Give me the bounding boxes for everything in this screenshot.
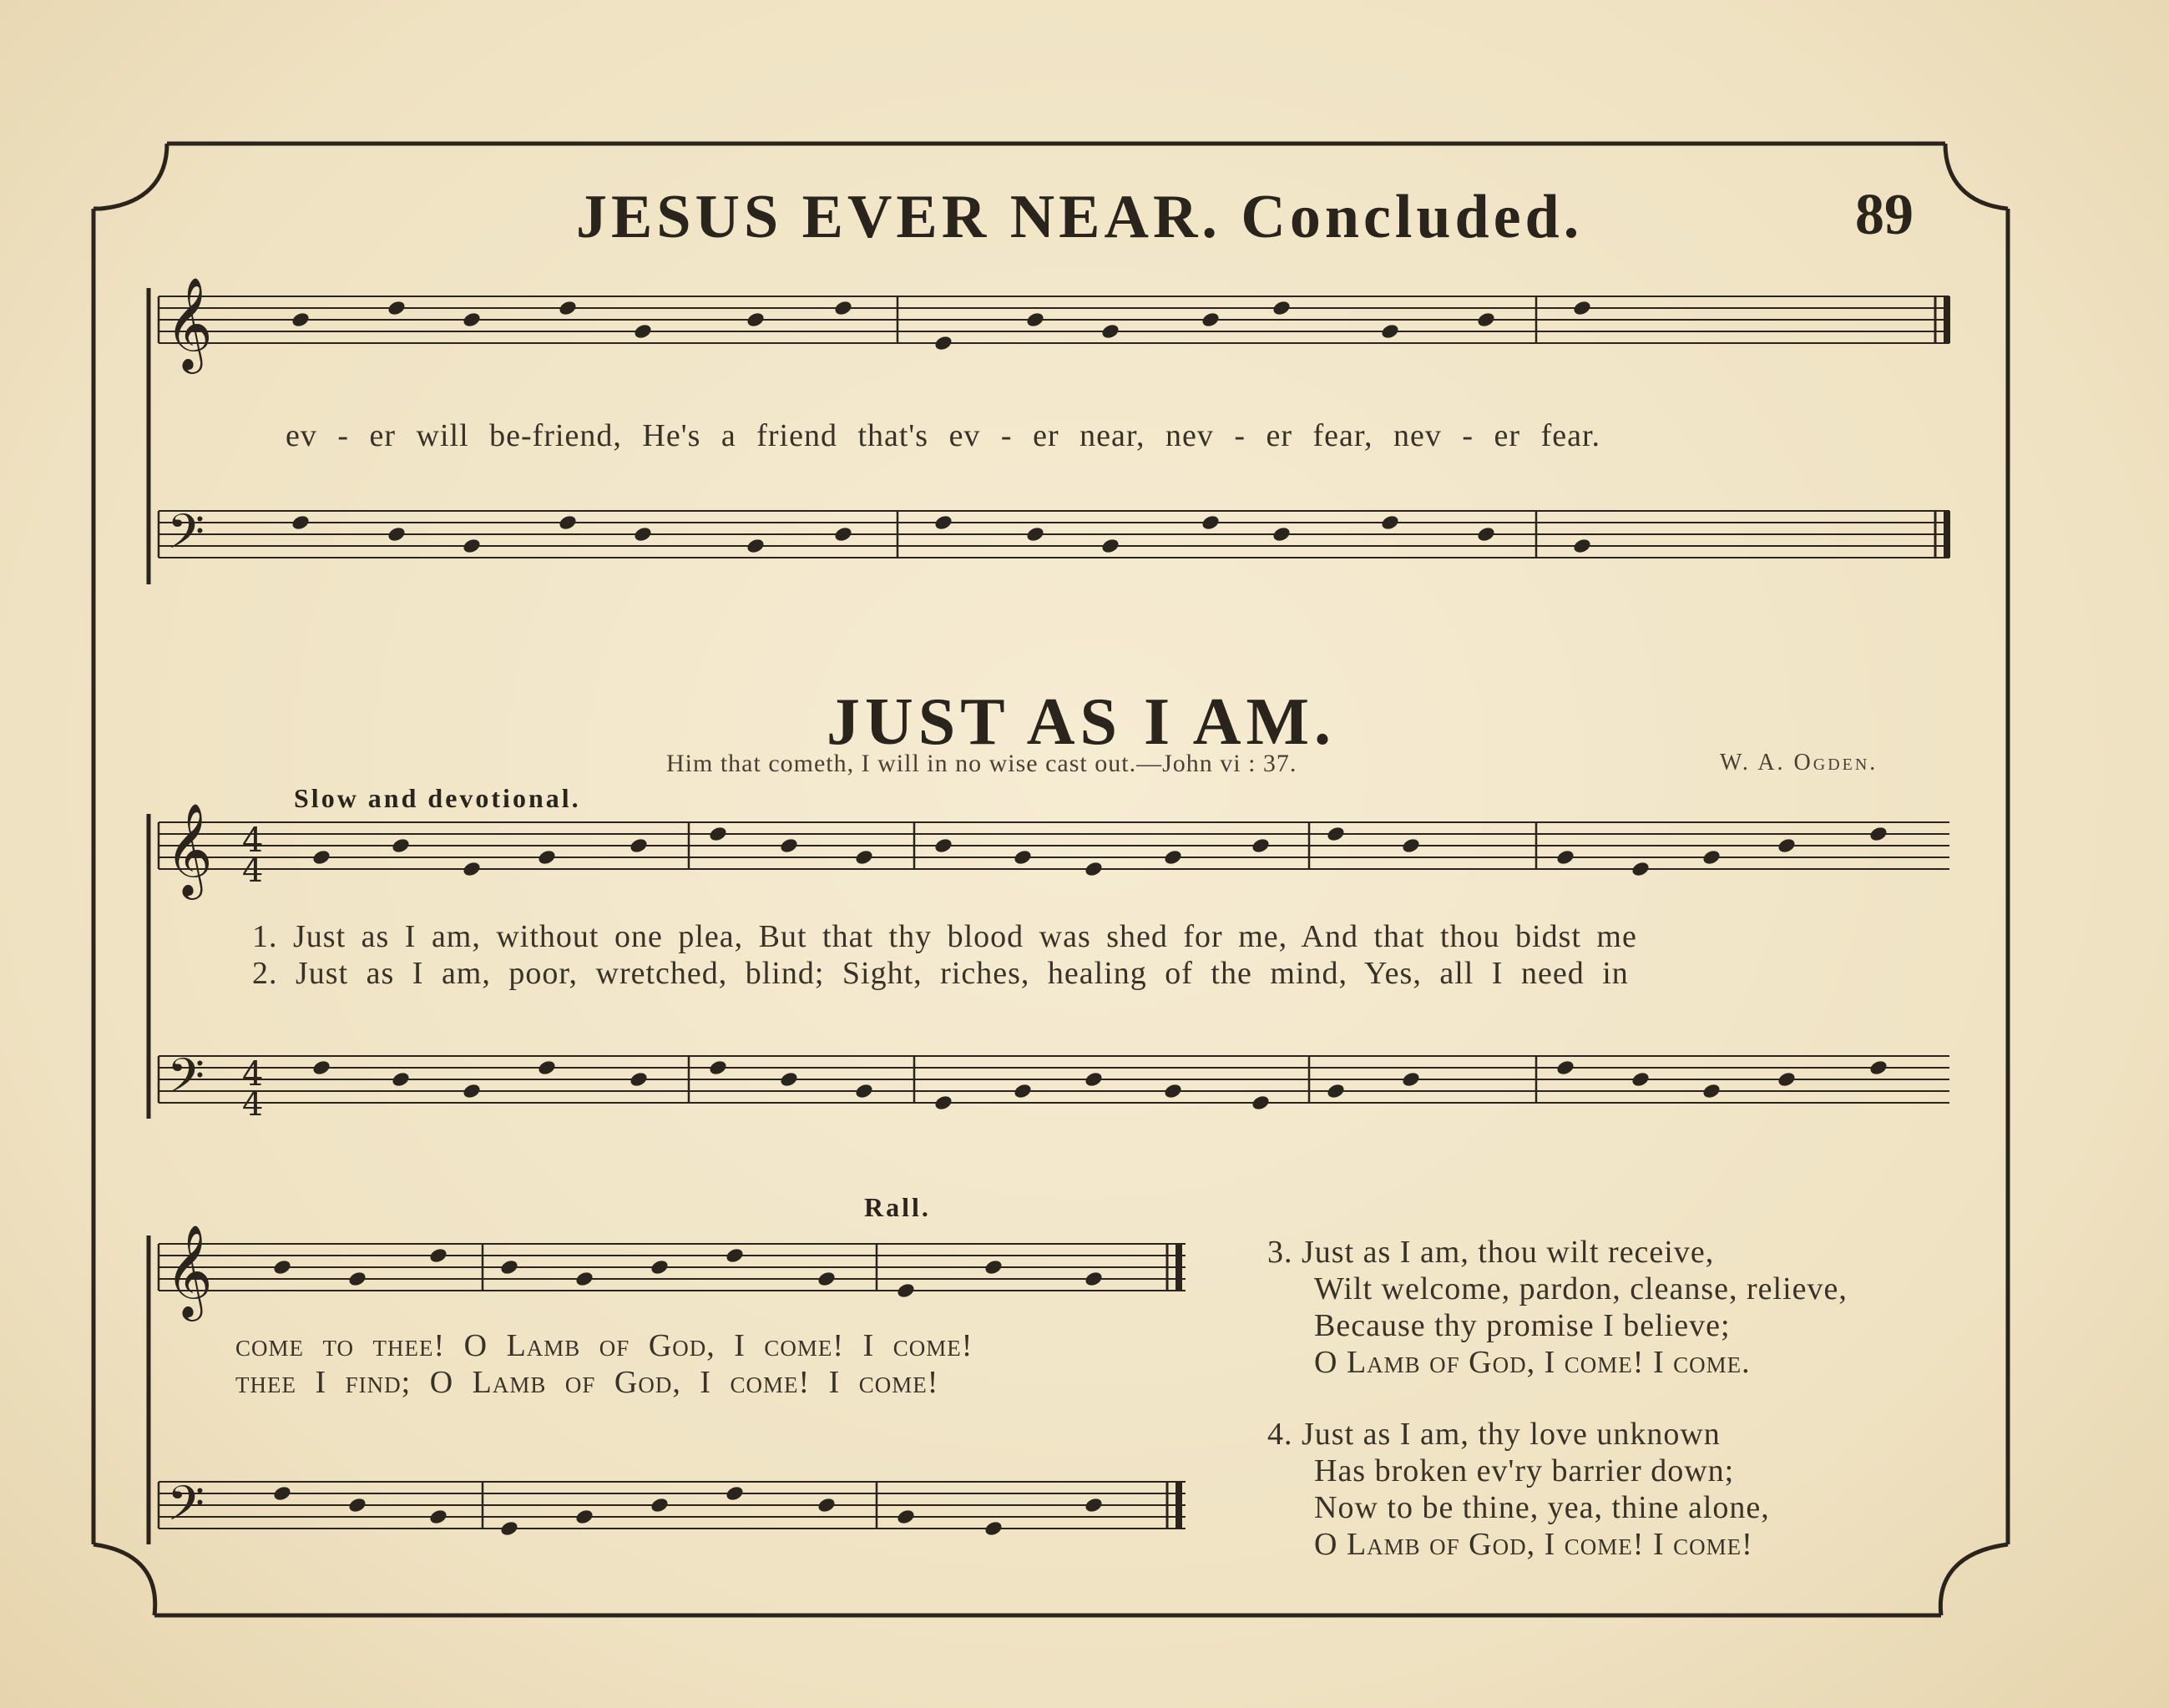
staff-3-bass-note bbox=[650, 1496, 670, 1513]
staff-3-bass-note bbox=[817, 1496, 837, 1513]
staff-2-treble-note bbox=[311, 848, 331, 866]
rall-marking: Rall. bbox=[864, 1192, 931, 1222]
verse1-lyrics-line1: 1. Just as I am, without one plea, But that thy blood was shed for me, And that thou bidst me bbox=[252, 919, 1637, 954]
staff-2-treble-note bbox=[1701, 848, 1722, 866]
staff-3-bass-note bbox=[428, 1508, 448, 1525]
staff-2-treble-note bbox=[391, 836, 411, 854]
staff-2-bass-note bbox=[1013, 1082, 1033, 1099]
staff-3-bass-note bbox=[1084, 1496, 1104, 1513]
stanza-4-line-4: O Lamb of God, I come! I come! bbox=[1314, 1527, 1753, 1562]
treble-clef: 𝄞 bbox=[165, 276, 213, 370]
staff-2-treble-note bbox=[629, 836, 649, 854]
treble-clef: 𝄞 bbox=[165, 802, 213, 896]
staff-2-treble-note bbox=[1868, 825, 1888, 842]
time-sig-top: 4 bbox=[242, 821, 264, 860]
staff-3-bass-note bbox=[499, 1519, 519, 1537]
staff-2-treble-note bbox=[1163, 848, 1183, 866]
staff-2-treble-note bbox=[1326, 825, 1346, 842]
staff-2-treble-note bbox=[933, 836, 953, 854]
scripture-reference: Him that cometh, I will in no wise cast out.—John vi : 37. bbox=[666, 750, 1297, 777]
staff-3-bass-note bbox=[983, 1519, 1004, 1537]
stanza-4-line-3: Now to be thine, yea, thine alone, bbox=[1314, 1490, 1770, 1525]
staff-2-bass-note bbox=[1555, 1059, 1575, 1076]
staff-2-bass-note bbox=[1163, 1082, 1183, 1099]
staff-1-treble-note bbox=[1572, 299, 1592, 316]
staff-2-bass-note bbox=[1084, 1070, 1104, 1088]
staff-3-bass-note bbox=[272, 1484, 292, 1502]
staff-2-treble-note bbox=[462, 860, 482, 877]
staff-3-bass-note bbox=[347, 1496, 367, 1513]
author-credit: W. A. Ogden. bbox=[1720, 750, 1878, 776]
staff-3-treble-note bbox=[1084, 1270, 1104, 1287]
stanza-3-line-1: 3. Just as I am, thou wilt receive, bbox=[1267, 1235, 1715, 1270]
stanza-4-line-2: Has broken ev'ry barrier down; bbox=[1314, 1453, 1735, 1488]
staff-2-bass-note bbox=[1326, 1082, 1346, 1099]
time-sig-top: 4 bbox=[242, 1055, 264, 1094]
staff-2-treble-note bbox=[1401, 836, 1421, 854]
staff-2-bass-note bbox=[1251, 1094, 1271, 1111]
staff-1-treble-note bbox=[833, 299, 853, 316]
staff-2-bass-note bbox=[1701, 1082, 1722, 1099]
staff-1-treble-note bbox=[1476, 311, 1496, 328]
staff-3-treble-note bbox=[896, 1281, 916, 1299]
staff-1-bass-note bbox=[1572, 537, 1592, 554]
staff-1-bass-note bbox=[558, 513, 578, 531]
staff-1-bass-note bbox=[462, 537, 482, 554]
verse1-lyrics-line2: come to thee! O Lamb of God, I come! I come! bbox=[235, 1328, 973, 1363]
stanza-3-line-3: Because thy promise I believe; bbox=[1314, 1308, 1731, 1343]
hymn2-title: JUST AS I AM. bbox=[827, 685, 1337, 759]
staff-2-treble-note bbox=[1251, 836, 1271, 854]
staff-3-treble-note bbox=[725, 1246, 745, 1264]
staff-3-treble-note bbox=[817, 1270, 837, 1287]
staff-2-bass-note bbox=[708, 1059, 728, 1076]
staff-1-treble-note bbox=[1380, 322, 1400, 340]
staff-1-bass-note bbox=[1025, 525, 1045, 543]
staff-2-bass-note bbox=[854, 1082, 874, 1099]
staff-2-treble-note bbox=[1084, 860, 1104, 877]
stanza-3-line-4: O Lamb of God, I come! I come. bbox=[1314, 1345, 1751, 1380]
staff-3-treble-note bbox=[574, 1270, 594, 1287]
staff-2-treble-note bbox=[854, 848, 874, 866]
staff-3-bass-note bbox=[574, 1508, 594, 1525]
staff-1-treble-note bbox=[746, 311, 766, 328]
staff-3-bass-final-thick bbox=[1176, 1482, 1182, 1529]
staff-2-bass-note bbox=[1777, 1070, 1797, 1088]
staff-2-treble-note bbox=[779, 836, 799, 854]
staff-1-treble-note bbox=[633, 322, 653, 340]
bass-clef: 𝄢 bbox=[167, 503, 205, 572]
stanza-3-line-2: Wilt welcome, pardon, cleanse, relieve, bbox=[1314, 1271, 1848, 1306]
hymn1-lyrics: ev - er will be-friend, He's a friend that's ev - er near, nev - er fear, nev - er fear. bbox=[286, 418, 1601, 453]
staff-2-bass-note bbox=[779, 1070, 799, 1088]
time-sig-bottom: 4 bbox=[242, 851, 264, 890]
staff-1-bass-note bbox=[746, 537, 766, 554]
verse2-lyrics-line1: 2. Just as I am, poor, wretched, blind; Sight, riches, healing of the mind, Yes, all I need in bbox=[252, 956, 1629, 991]
staff-2-treble-note bbox=[1555, 848, 1575, 866]
staff-1-treble-note bbox=[387, 299, 407, 316]
staff-3-treble-note bbox=[347, 1270, 367, 1287]
staff-2-bass-note bbox=[629, 1070, 649, 1088]
staff-3-treble-note bbox=[650, 1258, 670, 1276]
staff-2-bass-note bbox=[933, 1094, 953, 1111]
staff-2-bass-note bbox=[537, 1059, 557, 1076]
bass-clef: 𝄢 bbox=[167, 1048, 205, 1116]
staff-2-bass-note bbox=[1631, 1070, 1651, 1088]
staff-2-bass-note bbox=[311, 1059, 331, 1076]
hymn-header-title: JESUS EVER NEAR. Concluded. bbox=[576, 183, 1584, 251]
staff-1-treble-note bbox=[1201, 311, 1221, 328]
staff-1-bass-final-thick bbox=[1944, 511, 1950, 558]
staff-2-bass-note bbox=[1868, 1059, 1888, 1076]
staff-1-treble-note bbox=[1100, 322, 1120, 340]
page-number: 89 bbox=[1855, 183, 1914, 247]
staff-1-bass-note bbox=[1476, 525, 1496, 543]
stanza-4 bbox=[1267, 1416, 1770, 1563]
treble-clef: 𝄞 bbox=[165, 1224, 213, 1317]
staff-1-bass-note bbox=[1201, 513, 1221, 531]
staff-2-treble-note bbox=[708, 825, 728, 842]
stanza-4-line-1: 4. Just as I am, thy love unknown bbox=[1267, 1417, 1721, 1452]
staff-2-treble-note bbox=[1013, 848, 1033, 866]
staff-3-bass-note bbox=[896, 1508, 916, 1525]
staff-1-treble-note bbox=[558, 299, 578, 316]
staff-3-bass-note bbox=[725, 1484, 745, 1502]
staff-1-treble-note bbox=[1272, 299, 1292, 316]
staff-1-treble-note bbox=[462, 311, 482, 328]
staff-2-treble-note bbox=[537, 848, 557, 866]
staff-3-treble-note bbox=[983, 1258, 1004, 1276]
staff-1-bass-note bbox=[633, 525, 653, 543]
staff-1-bass-note bbox=[1380, 513, 1400, 531]
stanza-3 bbox=[1267, 1234, 1848, 1381]
verse2-lyrics-line2: thee I find; O Lamb of God, I come! I come! bbox=[235, 1365, 939, 1400]
staff-1-treble-final-thick bbox=[1944, 296, 1950, 343]
staff-2-treble-note bbox=[1777, 836, 1797, 854]
staff-3-treble-final-thick bbox=[1176, 1244, 1182, 1291]
staff-3-treble-note bbox=[499, 1258, 519, 1276]
staff-2-bass-note bbox=[462, 1082, 482, 1099]
staff-1-bass-note bbox=[1272, 525, 1292, 543]
bass-clef: 𝄢 bbox=[167, 1475, 205, 1544]
staff-1-bass-note bbox=[291, 513, 311, 531]
staff-1-bass-note bbox=[1100, 537, 1120, 554]
staff-1-treble-note bbox=[1025, 311, 1045, 328]
staff-3-treble-note bbox=[428, 1246, 448, 1264]
staff-1-treble-note bbox=[933, 334, 953, 351]
staff-1-bass-note bbox=[833, 525, 853, 543]
tempo-marking: Slow and devotional. bbox=[294, 783, 581, 813]
staff-1-bass-note bbox=[933, 513, 953, 531]
staff-2-bass-note bbox=[391, 1070, 411, 1088]
staff-1-bass-note bbox=[387, 525, 407, 543]
staff-2-bass-note bbox=[1401, 1070, 1421, 1088]
time-sig-bottom: 4 bbox=[242, 1085, 264, 1124]
staff-2-treble-note bbox=[1631, 860, 1651, 877]
staff-3-treble-note bbox=[272, 1258, 292, 1276]
staff-1-treble-note bbox=[291, 311, 311, 328]
